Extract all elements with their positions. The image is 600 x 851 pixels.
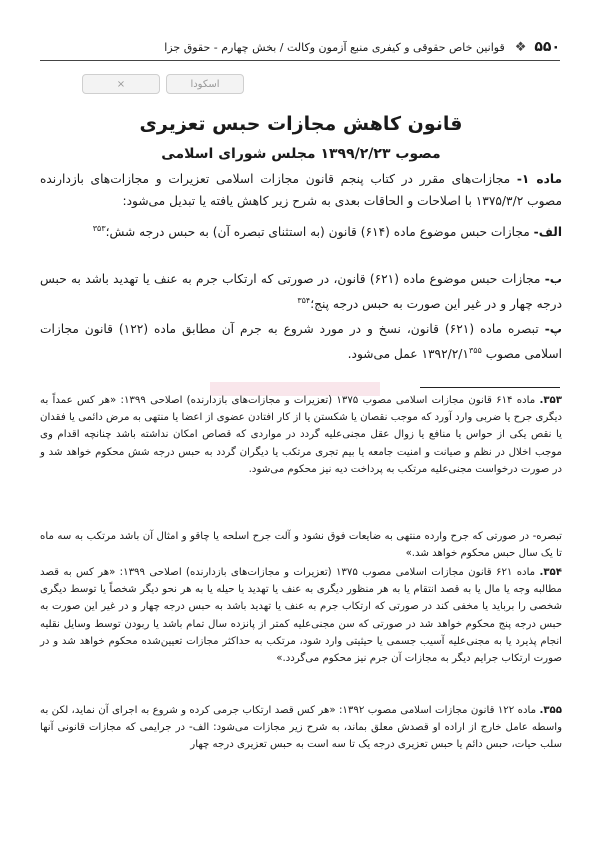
footnote-divider bbox=[420, 387, 560, 388]
clause-pe-text: تبصره ماده (۶۲۱) قانون، نسخ و در مورد شروع به جرم آن مطابق ماده (۱۲۲) قانون مجازات اسلامی مصوب ۱۳۹۲/۲/۱ bbox=[40, 322, 562, 362]
page-header bbox=[40, 34, 560, 61]
flower-ornament-icon: ❖ bbox=[514, 39, 527, 55]
footnote-353 bbox=[40, 392, 562, 478]
article-1-label: ماده ۱- bbox=[516, 172, 562, 186]
article-1-text: مجازات‌های مقرر در کتاب پنجم قانون مجازات اسلامی تعزیرات و مجازات‌های بازدارنده مصوب ۱۳۷۵/۳/۲ با اصلاحات و الحاقات بعدی به شرح زیر کاهش یافته یا تبدیل می‌شود: bbox=[40, 172, 562, 208]
footnote-355 bbox=[40, 702, 562, 754]
footnote-353-number: ۳۵۳. bbox=[539, 395, 562, 406]
clause-pe-tail: عمل می‌شود. bbox=[347, 347, 422, 362]
close-icon: × bbox=[116, 78, 126, 90]
footnote-353-text: ماده ۶۱۴ قانون مجازات اسلامی مصوب ۱۳۷۵ (تعزیرات و مجازات‌های بازدارنده) اصلاحی ۱۳۹۹: «هر کس عمداً به دیگری جرح یا ضربی وارد آورد که موجب نقصان یا شکستن یا از کار افتادن عضوی از اعضا یا منتهی به مرض دائمی یا فقدان یا نقص یکی از حواس یا منافع یا زوال عقل مجنی‌علیه گردد در مواردی که قصاص امکان نداشته باشد چنانچه اقدام وی موجب اخلال در نظم و صیانت و امنیت جامعه یا بیم تجری مرتکب یا دیگران گردد به حبس درجه شش محکوم خواهد شد و در صورت درخواست مجنی‌علیه مرتکب به پرداخت دیه نیز محکوم می‌شود. bbox=[40, 395, 562, 475]
clause-pe bbox=[40, 318, 562, 365]
clause-be-text: مجازات حبس موضوع ماده (۶۲۱) قانون، در صورتی که ارتکاب جرم به عنف یا تهدید باشد به حبس درجه چهار و در غیر این صورت به حبس درجه پنج؛ bbox=[40, 272, 562, 312]
close-button[interactable] bbox=[82, 74, 160, 94]
footnote-ref-353[interactable]: ۳۵۳ bbox=[92, 224, 106, 233]
viewer-toolbar bbox=[82, 74, 246, 94]
clause-alef bbox=[40, 218, 562, 243]
footnote-ref-355[interactable]: ۳۵۵ bbox=[468, 346, 482, 355]
clause-pe-label: پ- bbox=[544, 322, 562, 336]
footnote-355-number: ۳۵۵. bbox=[539, 705, 562, 716]
footnote-353-tabsare: تبصره- در صورتی که جرح وارده منتهی به ضایعات فوق نشود و آلت جرح اسلحه یا چاقو و امثال آن باشد مرتکب به سه ماه تا یک سال حبس محکوم خواهد شد.» bbox=[40, 531, 562, 560]
footnote-354 bbox=[40, 564, 562, 667]
footnote-354-text: ماده ۶۲۱ قانون مجازات اسلامی مصوب ۱۳۷۵ (تعزیرات و مجازات‌های بازدارنده) اصلاحی ۱۳۹۹: «هر کس به قصد مطالبه وجه یا مال یا به قصد انتقام یا به هر منظور دیگری به عنف یا تهدید یا حیله یا به هر نحو دیگر شخصاً یا توسط دیگری شخصی را برباید یا مخفی کند در صورتی که ارتکاب جرم به عنف یا تهدید باشد به حبس درجه چهار و در غیر این صورت به حبس درجه پنج محکوم خواهد شد در صورتی که سن مجنی‌علیه کمتر از پانزده سال تمام باشد یا ربودن توسط وسایل نقلیه انجام پذیرد یا به مجنی‌علیه آسیب جسمی یا حیثیتی وارد شود، مرتکب به حداکثر مجازات تعیین‌شده محکوم خواهد شد و در صورت ارتکاب جرایم دیگر به مجازات آن جرم نیز محکوم می‌گردد.» bbox=[40, 567, 562, 665]
footnote-355-text: ماده ۱۲۲ قانون مجازات اسلامی مصوب ۱۳۹۲: «هر کس قصد ارتکاب جرمی کرده و شروع به اجرای آن نماید، لکن به واسطه عامل خارج از اراده او قصدش معلق بماند، به شرح زیر مجازات می‌شود: الف- در جرایمی که مجازات قانونی آنها سلب حیات، حبس دائم یا حبس تعزیری درجه یک تا سه است به حبس تعزیری درجه چهار bbox=[40, 705, 562, 751]
clause-alef-label: الف- bbox=[533, 225, 562, 240]
page-subtitle: مصوب ۱۳۹۹/۲/۲۳ مجلس شورای اسلامی bbox=[161, 146, 441, 162]
footnote-ref-354[interactable]: ۳۵۴ bbox=[297, 296, 311, 305]
page-number: ۵۵۰ bbox=[534, 39, 560, 55]
running-title: قوانین خاص حقوقی و کیفری منبع آزمون وکالت / بخش چهارم - حقوق جزا bbox=[164, 40, 505, 54]
page-title: قانون کاهش مجازات حبس تعزیری bbox=[139, 113, 463, 135]
scodata-button[interactable]: اسکودا bbox=[166, 74, 244, 94]
footnote-354-number: ۳۵۴. bbox=[539, 567, 562, 578]
clause-be-label: ب- bbox=[544, 272, 562, 286]
clause-be bbox=[40, 268, 562, 315]
article-1 bbox=[40, 168, 562, 212]
clause-alef-text: مجازات حبس موضوع ماده (۶۱۴) قانون (به استثنای تبصره آن) به حبس درجه شش؛ bbox=[105, 225, 534, 240]
